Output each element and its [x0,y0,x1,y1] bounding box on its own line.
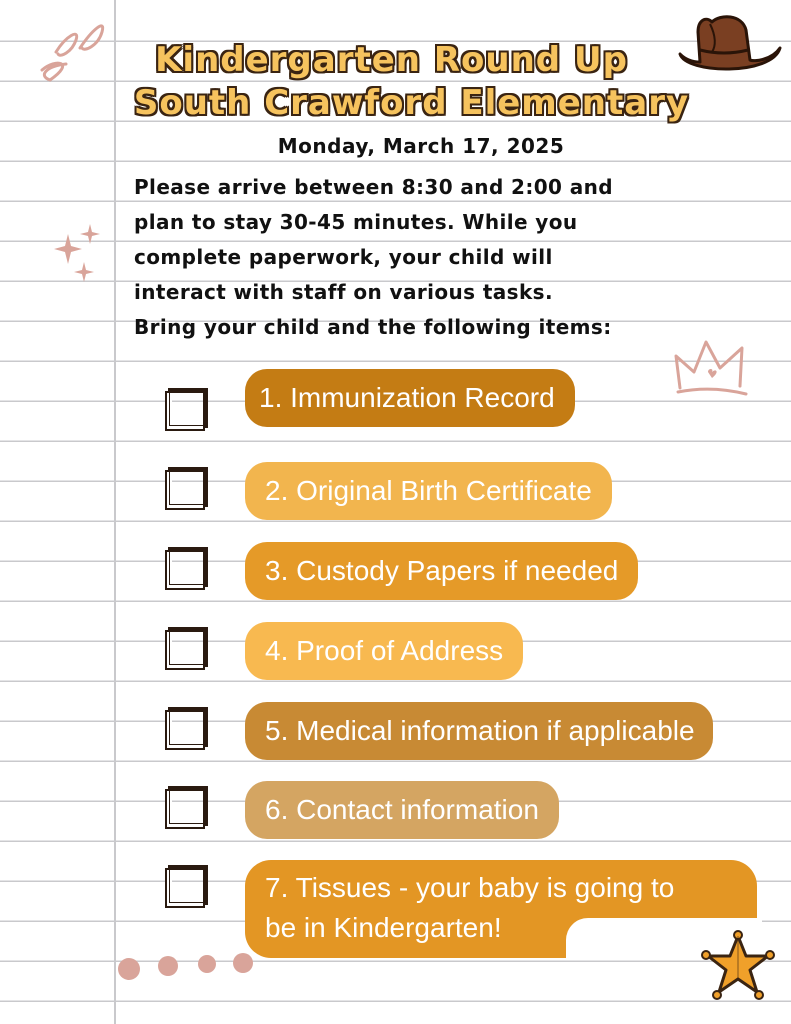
item-label-line: 7. Tissues - your baby is going to [265,872,675,903]
item-label-pill: 3. Custody Papers if needed [245,542,638,600]
item-label-pill: 4. Proof of Address [245,622,523,680]
item-label-pill: 5. Medical information if applicable [245,702,713,760]
checkbox[interactable] [165,710,205,750]
sparkle-icon [54,222,104,286]
item-label-pill: 2. Original Birth Certificate [245,462,612,520]
checkbox[interactable] [165,470,205,510]
checkbox[interactable] [165,550,205,590]
checkbox[interactable] [165,868,205,908]
checkbox[interactable] [165,391,205,431]
sheriff-star-icon [700,930,776,1004]
dots-icon [116,950,256,984]
intro-line: plan to stay 30-45 minutes. While you [134,210,578,234]
page-title: Kindergarten Round Up [155,40,628,80]
crown-icon [672,334,752,398]
item-label-pill: 1. Immunization Record [245,369,575,427]
item-label-pill: 6. Contact information [245,781,559,839]
checkbox[interactable] [165,630,205,670]
intro-line: Bring your child and the following items: [134,315,612,339]
event-date: Monday, March 17, 2025 [277,134,565,158]
school-name: South Crawford Elementary [133,83,690,123]
intro-paragraph [134,170,774,345]
intro-line: interact with staff on various tasks. [134,280,553,304]
checkbox[interactable] [165,789,205,829]
intro-line: Please arrive between 8:30 and 2:00 and [134,175,613,199]
item-label-line: be in Kindergarten! [265,912,502,943]
intro-line: complete paperwork, your child will [134,245,553,269]
